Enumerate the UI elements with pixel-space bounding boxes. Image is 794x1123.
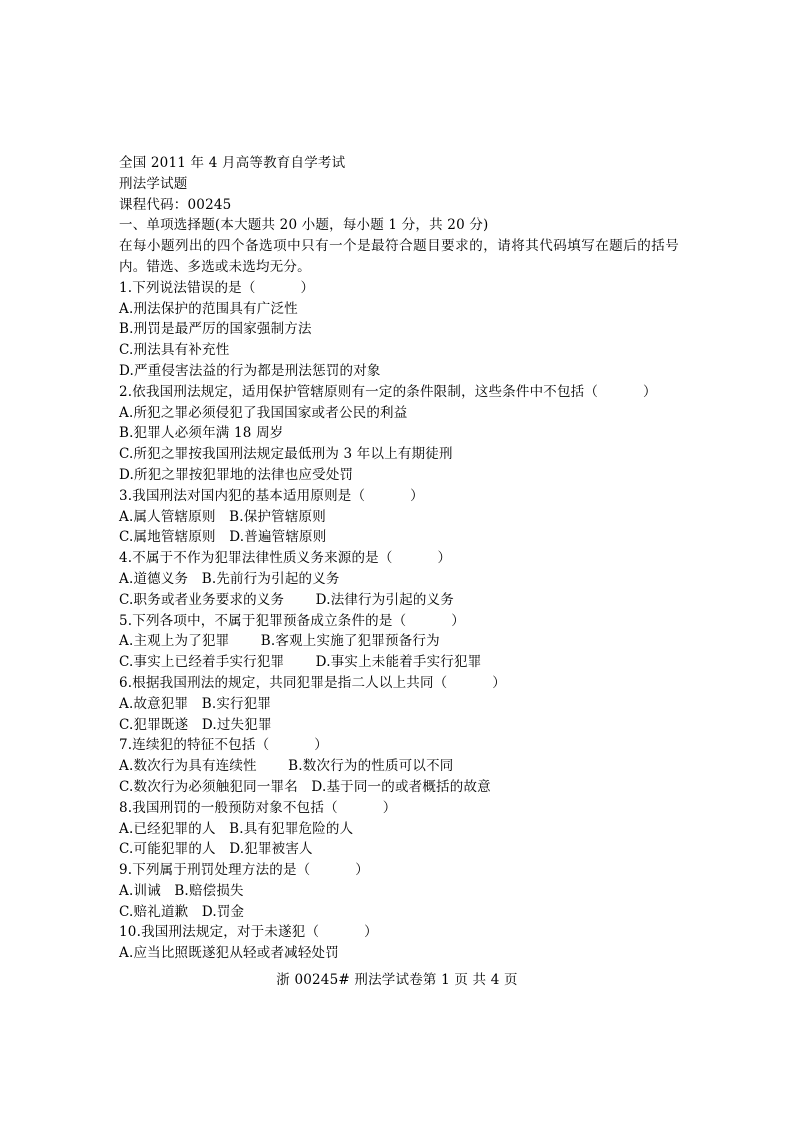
question-3 — [119, 486, 679, 548]
question-option: A.训诫 B.赔偿损失 — [119, 882, 244, 899]
question-option: C.事实上已经着手实行犯罪 D.事实上未能着手实行犯罪 — [119, 654, 482, 671]
course-code: 课程代码：00245 — [119, 196, 232, 213]
question-option: A.数次行为具有连续性 B.数次行为的性质可以不同 — [119, 758, 454, 775]
question-stem: 5.下列各项中，不属于犯罪预备成立条件的是（ ） — [119, 612, 465, 629]
question-option: C.职务或者业务要求的义务 D.法律行为引起的义务 — [119, 591, 455, 608]
question-9 — [119, 860, 679, 922]
question-2 — [119, 382, 679, 486]
question-8 — [119, 798, 679, 860]
question-option: A.属人管辖原则 B.保护管辖原则 — [119, 508, 326, 525]
question-stem: 1.下列说法错误的是（ ） — [119, 279, 315, 296]
question-6 — [119, 673, 679, 735]
question-10 — [119, 922, 679, 964]
section-instructions: 在每小题列出的四个备选项中只有一个是最符合题目要求的，请将其代码填写在题后的括号内。错选、多选或未选均无分。 — [119, 238, 679, 275]
question-stem: 6.根据我国刑法的规定，共同犯罪是指二人以上共同（ ） — [119, 674, 506, 691]
question-stem: 8.我国刑罚的一般预防对象不包括（ ） — [119, 799, 397, 816]
question-option: A.应当比照既遂犯从轻或者减轻处罚 — [119, 945, 339, 962]
page-footer: 浙 00245# 刑法学试卷第 1 页 共 4 页 — [276, 972, 518, 988]
question-option: D.所犯之罪按犯罪地的法律也应受处罚 — [119, 466, 354, 483]
question-option: C.犯罪既遂 D.过失犯罪 — [119, 716, 272, 733]
question-stem: 4.不属于不作为犯罪法律性质义务来源的是（ ） — [119, 550, 452, 567]
subject-title: 刑法学试题 — [119, 175, 188, 192]
exam-page-body — [119, 153, 679, 964]
question-stem: 10.我国刑法规定，对于未遂犯（ ） — [119, 924, 378, 941]
question-5 — [119, 611, 679, 673]
question-7 — [119, 735, 679, 797]
question-option: D.严重侵害法益的行为都是刑法惩罚的对象 — [119, 362, 381, 379]
question-option: A.主观上为了犯罪 B.客观上实施了犯罪预备行为 — [119, 633, 440, 650]
question-option: B.犯罪人必须年满 18 周岁 — [119, 425, 284, 442]
section-heading: 一、单项选择题(本大题共 20 小题，每小题 1 分，共 20 分) — [119, 217, 489, 234]
question-option: A.所犯之罪必须侵犯了我国国家或者公民的利益 — [119, 404, 408, 421]
question-option: A.刑法保护的范围具有广泛性 — [119, 300, 298, 317]
question-4 — [119, 548, 679, 610]
question-option: B.刑罚是最严厉的国家强制方法 — [119, 321, 312, 338]
question-stem: 2.依我国刑法规定，适用保护管辖原则有一定的条件限制，这些条件中不包括（ ） — [119, 383, 657, 400]
question-option: A.已经犯罪的人 B.具有犯罪危险的人 — [119, 820, 354, 837]
question-option: C.属地管辖原则 D.普遍管辖原则 — [119, 529, 327, 546]
question-option: C.可能犯罪的人 D.犯罪被害人 — [119, 841, 313, 858]
question-1 — [119, 278, 679, 382]
question-option: C.所犯之罪按我国刑法规定最低刑为 3 年以上有期徒刑 — [119, 446, 453, 463]
exam-title: 全国 2011 年 4 月高等教育自学考试 — [119, 155, 346, 171]
question-option: C.数次行为必须触犯同一罪名 D.基于同一的或者概括的故意 — [119, 778, 491, 795]
question-stem: 3.我国刑法对国内犯的基本适用原则是（ ） — [119, 487, 424, 504]
question-stem: 7.连续犯的特征不包括（ ） — [119, 737, 328, 754]
question-option: A.故意犯罪 B.实行犯罪 — [119, 695, 272, 712]
question-option: C.刑法具有补充性 — [119, 342, 230, 359]
question-option: A.道德义务 B.先前行为引起的义务 — [119, 570, 340, 587]
question-option: C.赔礼道歉 D.罚金 — [119, 903, 245, 920]
question-stem: 9.下列属于刑罚处理方法的是（ ） — [119, 862, 369, 879]
